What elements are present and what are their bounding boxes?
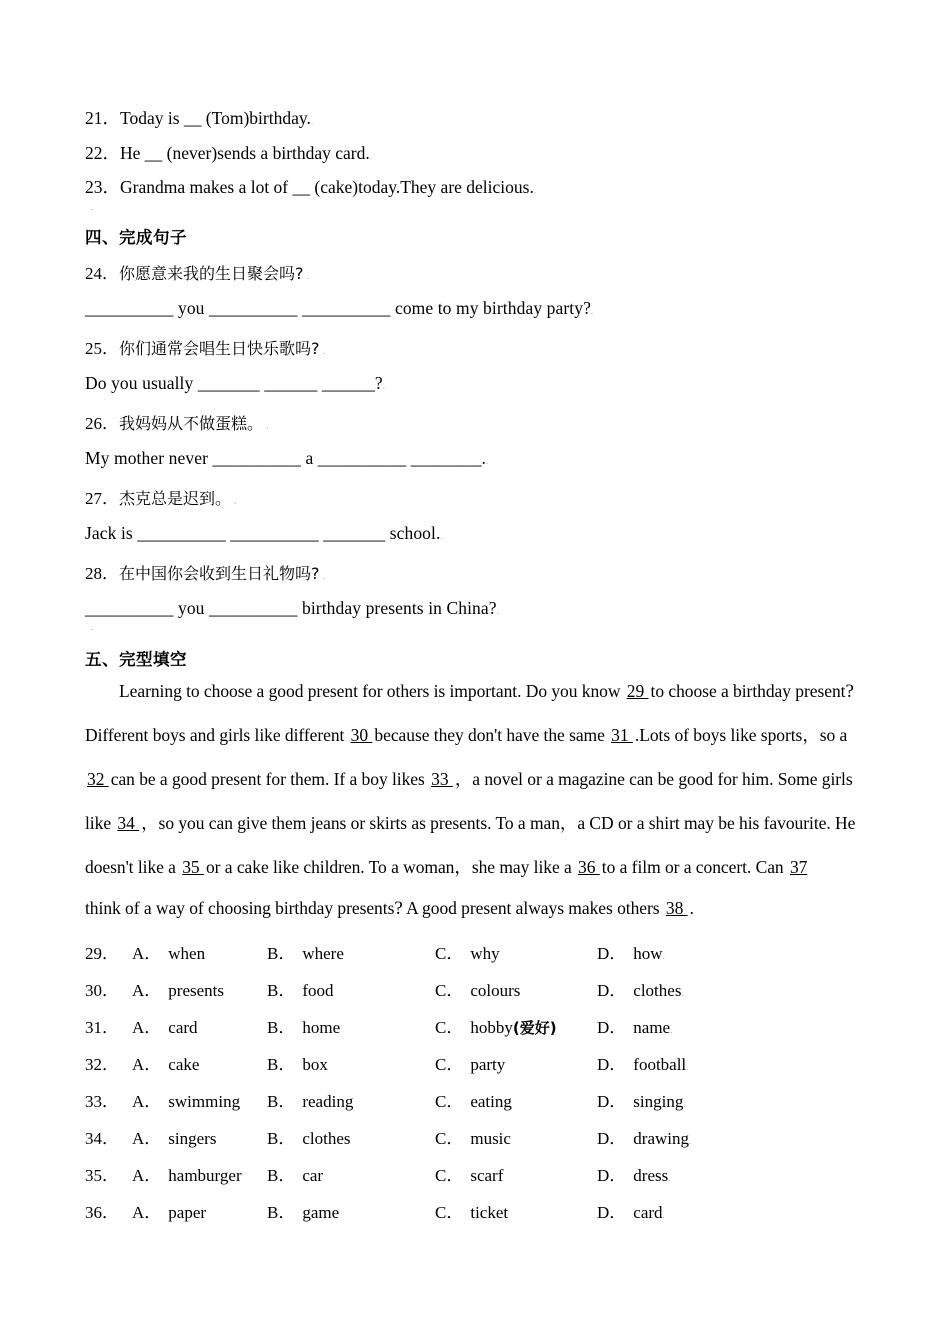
- option-label: A．: [132, 1165, 162, 1185]
- sentence-item: [85, 559, 875, 619]
- option-choice-d[interactable]: [597, 1161, 670, 1186]
- question-number: 35．: [85, 1165, 119, 1185]
- scan-artifact: .: [686, 1061, 689, 1072]
- option-choice-d[interactable]: [597, 1087, 686, 1112]
- option-label: B．: [267, 980, 296, 1000]
- option-label: C．: [435, 943, 464, 963]
- scan-artifact: .: [486, 455, 489, 466]
- option-text: when: [168, 943, 206, 963]
- option-text: music: [470, 1128, 511, 1148]
- option-text: cake: [168, 1054, 200, 1074]
- option-choice-b[interactable]: [267, 1050, 328, 1075]
- chinese-prompt-line: [85, 409, 875, 434]
- grammar-items-group: [85, 110, 875, 212]
- option-row: [85, 939, 875, 963]
- option-text: game: [302, 1202, 340, 1222]
- option-label: A．: [132, 1017, 162, 1037]
- option-label: B．: [267, 1017, 296, 1037]
- scan-artifact: .: [369, 150, 373, 161]
- option-text: clothes: [302, 1128, 351, 1148]
- option-text: singers: [168, 1128, 217, 1148]
- option-label: D．: [597, 980, 627, 1000]
- option-text: dress: [633, 1165, 669, 1185]
- option-choice-d[interactable]: [597, 1198, 665, 1223]
- question-item: [85, 110, 875, 128]
- option-text: card: [633, 1202, 663, 1222]
- option-choice-c[interactable]: [435, 976, 520, 1001]
- cloze-blank[interactable]: 35: [182, 856, 204, 877]
- sentence-item: [85, 409, 875, 469]
- option-choice-a[interactable]: [132, 976, 224, 1001]
- question-number: 30．: [85, 980, 119, 1000]
- option-label: A．: [132, 1091, 162, 1111]
- option-choice-b[interactable]: [267, 1198, 339, 1223]
- sentence-item: [85, 484, 875, 544]
- option-label: C．: [435, 980, 464, 1000]
- scan-artifact: .: [590, 305, 594, 316]
- cloze-options-list: [85, 939, 875, 1222]
- passage-text: to a film or a concert. Can: [601, 856, 788, 877]
- chinese-prompt: 你们通常会唱生日快乐歌吗?: [119, 338, 320, 358]
- chinese-prompt-line: [85, 484, 875, 509]
- answer-text: Jack is __________ __________ _______ school.: [85, 522, 441, 543]
- scan-artifact: .: [662, 950, 665, 961]
- scan-artifact: .: [382, 380, 386, 391]
- passage-text: Learning to choose a good present for others is important. Do you know: [119, 680, 625, 701]
- option-label: C．: [435, 1128, 464, 1148]
- option-label: B．: [267, 1091, 296, 1111]
- option-text: colours: [470, 980, 521, 1000]
- option-text: scarf: [470, 1165, 504, 1185]
- cloze-blank[interactable]: 29: [626, 680, 649, 701]
- option-choice-a[interactable]: [132, 1198, 206, 1223]
- section-four-heading: 四、完成句子: [85, 227, 187, 247]
- option-row: [85, 1013, 875, 1037]
- option-text: paper: [168, 1202, 207, 1222]
- option-label: D．: [597, 1202, 627, 1222]
- question-number: 36．: [85, 1202, 119, 1222]
- option-choice-d[interactable]: [597, 1124, 691, 1149]
- passage-line: [85, 766, 875, 791]
- page-content: [85, 110, 875, 1235]
- option-choice-c[interactable]: [435, 1013, 557, 1038]
- question-item: [85, 179, 875, 197]
- section-five-heading: 五、完型填空: [85, 649, 187, 669]
- option-text: box: [302, 1054, 328, 1074]
- option-text: where: [302, 943, 344, 963]
- english-answer-line: [85, 373, 875, 394]
- option-choice-b[interactable]: [267, 1087, 353, 1112]
- chinese-prompt: 你愿意来我的生日聚会吗?: [119, 263, 304, 283]
- option-label: B．: [267, 1054, 296, 1074]
- option-label: A．: [132, 1054, 162, 1074]
- option-choice-b[interactable]: [267, 1013, 340, 1038]
- option-choice-b[interactable]: [267, 939, 344, 964]
- option-text: food: [302, 980, 334, 1000]
- question-item: [85, 142, 875, 163]
- passage-text: like: [85, 812, 116, 833]
- option-choice-c[interactable]: [435, 1050, 505, 1075]
- cloze-blank[interactable]: 32: [87, 768, 109, 789]
- option-label: B．: [267, 943, 296, 963]
- passage-line: [85, 722, 875, 747]
- question-text: Today is __ (Tom)birthday.: [120, 108, 311, 128]
- option-choice-a[interactable]: [132, 1124, 216, 1149]
- option-choice-b[interactable]: [267, 1161, 323, 1186]
- answer-text: __________ you __________ __________ come to my birthday party?: [85, 297, 591, 318]
- passage-text: can be a good present for them. If a boy likes: [110, 768, 430, 789]
- option-label: C．: [435, 1017, 464, 1037]
- scan-artifact-mark: .: [91, 201, 94, 212]
- passage-text: doesn't like a: [85, 856, 181, 877]
- question-mark: ?: [394, 897, 403, 919]
- option-row: [85, 1124, 875, 1148]
- chinese-prompt: 在中国你会收到生日礼物吗?: [119, 563, 320, 583]
- scan-artifact: .: [319, 346, 326, 357]
- scan-artifact: .: [668, 1172, 671, 1183]
- question-number: 27．: [85, 488, 119, 508]
- passage-text: ，a novel or a magazine can be good for him. Some girls: [454, 768, 853, 789]
- question-number: 32．: [85, 1054, 119, 1074]
- option-choice-c[interactable]: [435, 1087, 512, 1112]
- option-label: B．: [267, 1165, 296, 1185]
- passage-text: .: [689, 897, 694, 918]
- option-choice-c[interactable]: [435, 1161, 503, 1186]
- option-label: A．: [132, 1202, 162, 1222]
- option-label: C．: [435, 1202, 464, 1222]
- option-choice-a[interactable]: [132, 1087, 240, 1112]
- option-text: hamburger: [168, 1165, 242, 1185]
- answer-text: My mother never __________ a __________ ________.: [85, 447, 487, 468]
- passage-text: .Lots of boys like sports，so a: [634, 724, 848, 745]
- option-label: A．: [132, 980, 162, 1000]
- passage-text: think of a way of choosing birthday presents: [85, 897, 395, 918]
- option-label: D．: [597, 1165, 627, 1185]
- passage-line: [85, 810, 875, 835]
- cloze-blank[interactable]: 31: [611, 724, 633, 745]
- cloze-blank[interactable]: 36: [578, 856, 600, 877]
- option-choice-c[interactable]: [435, 939, 500, 964]
- scan-artifact: .: [231, 496, 237, 507]
- option-text: party: [470, 1054, 506, 1074]
- option-label: D．: [597, 943, 627, 963]
- question-mark: ?: [845, 680, 854, 702]
- option-choice-d[interactable]: [597, 1013, 672, 1038]
- scan-artifact: .: [533, 185, 537, 195]
- option-label: B．: [267, 1202, 296, 1222]
- answer-text: __________ you __________ birthday presents in China?: [85, 597, 497, 618]
- passage-text: to choose a birthday present: [650, 680, 846, 701]
- option-label: A．: [132, 943, 162, 963]
- chinese-prompt-line: [85, 334, 875, 359]
- option-text: football: [633, 1054, 687, 1074]
- option-choice-a[interactable]: [132, 939, 205, 964]
- option-label: B．: [267, 1128, 296, 1148]
- option-text: swimming: [168, 1091, 241, 1111]
- cloze-blank[interactable]: 30: [350, 724, 373, 745]
- passage-line: [85, 854, 875, 879]
- option-label: C．: [435, 1165, 464, 1185]
- sentence-item: [85, 334, 875, 394]
- cloze-blank[interactable]: 37: [789, 856, 808, 877]
- option-text: eating: [470, 1091, 512, 1111]
- option-text: clothes: [633, 980, 682, 1000]
- question-text: He __ (never)sends a birthday card.: [120, 142, 370, 163]
- option-text: card: [168, 1017, 198, 1037]
- question-number: 26．: [85, 413, 119, 433]
- option-text: reading: [302, 1091, 354, 1111]
- answer-text: Do you usually _______ ______ ______?: [85, 372, 383, 393]
- english-answer-line: [85, 598, 875, 619]
- scan-artifact: .: [440, 530, 443, 541]
- scan-artifact: .: [670, 1024, 673, 1035]
- question-number: 22．: [85, 142, 120, 163]
- scan-artifact: .: [496, 605, 500, 616]
- option-text: why: [470, 943, 500, 963]
- option-text: drawing: [633, 1128, 689, 1148]
- option-choice-d[interactable]: [597, 1050, 688, 1075]
- question-text: Grandma makes a lot of __ (cake)today.They are delicious.: [120, 177, 534, 197]
- option-text: ticket: [470, 1202, 509, 1222]
- option-text: name: [633, 1017, 671, 1037]
- option-choice-d[interactable]: [597, 939, 665, 964]
- section-five: [85, 646, 875, 1222]
- option-label: A．: [132, 1128, 162, 1148]
- option-label: D．: [597, 1054, 627, 1074]
- option-choice-c[interactable]: [435, 1124, 511, 1149]
- passage-text: or a cake like children. To a woman，she may like a: [205, 856, 577, 877]
- option-text: how: [633, 943, 663, 963]
- english-answer-line: [85, 298, 875, 319]
- option-choice-a[interactable]: [132, 1161, 242, 1186]
- option-text: home: [302, 1017, 341, 1037]
- scan-artifact-mark: .: [91, 621, 94, 632]
- cloze-passage: [85, 681, 875, 920]
- question-number: 34．: [85, 1128, 119, 1148]
- english-answer-line: [85, 523, 875, 544]
- question-number: 24．: [85, 263, 119, 283]
- question-number: 33．: [85, 1091, 119, 1111]
- sentence-item: [85, 259, 875, 319]
- question-number: 31．: [85, 1017, 119, 1037]
- option-choice-a[interactable]: [132, 1050, 199, 1075]
- question-number: 28．: [85, 563, 119, 583]
- cloze-blank[interactable]: 34: [117, 812, 140, 833]
- option-text: hobby: [470, 1017, 513, 1037]
- chinese-prompt-line: [85, 259, 875, 284]
- option-choice-d[interactable]: [597, 976, 684, 1001]
- option-choice-b[interactable]: [267, 1124, 351, 1149]
- option-text: car: [302, 1165, 324, 1185]
- option-chinese-gloss: (爱好): [512, 1018, 557, 1037]
- option-label: C．: [435, 1091, 464, 1111]
- question-number: 25．: [85, 338, 119, 358]
- option-choice-b[interactable]: [267, 976, 334, 1001]
- option-row: [85, 1050, 875, 1074]
- scan-artifact: .: [310, 116, 314, 126]
- option-row: [85, 1161, 875, 1185]
- chinese-prompt: 杰克总是迟到。: [119, 488, 232, 508]
- cloze-blank[interactable]: 38: [665, 897, 688, 918]
- question-number: 23．: [85, 177, 120, 197]
- passage-text: Different boys and girls like different: [85, 724, 349, 745]
- passage-text: ，so you can give them jeans or skirts as presents. To a man，a CD or a shirt may be his favourite. He: [141, 812, 856, 833]
- passage-text: A good present always makes others: [402, 897, 664, 918]
- scan-artifact: .: [683, 1098, 686, 1109]
- option-label: C．: [435, 1054, 464, 1074]
- option-choice-c[interactable]: [435, 1198, 508, 1223]
- option-label: D．: [597, 1017, 627, 1037]
- scan-artifact: .: [303, 271, 310, 282]
- option-choice-a[interactable]: [132, 1013, 198, 1038]
- chinese-prompt: 我妈妈从不做蛋糕。: [119, 413, 264, 433]
- option-text: presents: [168, 980, 224, 1000]
- option-text: singing: [633, 1091, 684, 1111]
- section-four: [85, 224, 875, 632]
- english-answer-line: [85, 448, 875, 469]
- chinese-prompt-line: [85, 559, 875, 584]
- option-label: D．: [597, 1091, 627, 1111]
- question-number: 21．: [85, 108, 120, 128]
- scan-artifact: .: [689, 1135, 692, 1146]
- passage-line: [85, 898, 875, 920]
- scan-artifact: .: [681, 987, 684, 998]
- option-row: [85, 976, 875, 1000]
- cloze-blank[interactable]: 33: [431, 768, 453, 789]
- passage-line: [85, 681, 875, 703]
- option-row: [85, 1198, 875, 1222]
- option-row: [85, 1087, 875, 1111]
- scan-artifact: .: [662, 1209, 665, 1220]
- option-label: D．: [597, 1128, 627, 1148]
- passage-text: because they don't have the same: [374, 724, 610, 745]
- question-number: 29．: [85, 943, 119, 963]
- scan-artifact: .: [319, 571, 326, 582]
- scan-artifact: .: [263, 421, 269, 432]
